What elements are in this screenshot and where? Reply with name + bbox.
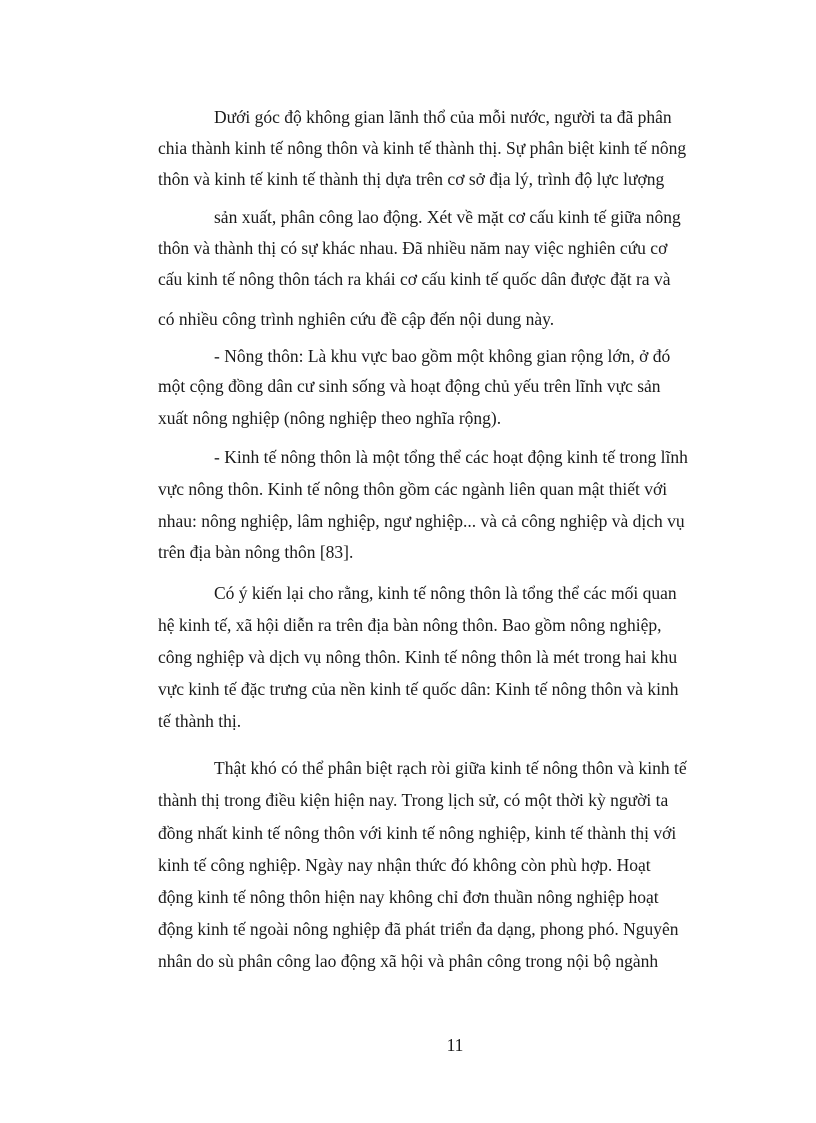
text-line: tế thành thị.	[158, 711, 242, 731]
text-line: - Nông thôn: Là khu vực bao gồm một không gian rộng lớn, ở đó	[214, 346, 671, 366]
text-line: Dưới góc độ không gian lãnh thổ của mỗi nước, người ta đã phân	[214, 107, 672, 127]
text-line: cấu kinh tế nông thôn tách ra khái cơ cấu kinh tế quốc dân được đặt ra và	[158, 269, 671, 289]
text-line: - Kinh tế nông thôn là một tổng thể các hoạt động kinh tế trong lĩnh	[214, 447, 688, 467]
text-line: một cộng đồng dân cư sinh sống và hoạt động chủ yếu trên lĩnh vực sản	[158, 376, 661, 396]
text-line: động kinh tế nông thôn hiện nay không chỉ đơn thuần nông nghiệp hoạt	[158, 887, 659, 907]
text-line: có nhiều công trình nghiên cứu đề cập đến nội dung này.	[158, 309, 555, 329]
text-line: thành thị trong điều kiện hiện nay. Trong lịch sử, có một thời kỳ người ta	[158, 790, 669, 810]
text-line: nhau: nông nghiệp, lâm nghiệp, ngư nghiệp... và cả công nghiệp và dịch vụ	[158, 511, 685, 531]
text-line: Có ý kiến lại cho rằng, kinh tế nông thôn là tổng thể các mối quan	[214, 583, 677, 603]
page-number: 11	[446, 1035, 464, 1055]
text-line: vực nông thôn. Kinh tế nông thôn gồm các ngành liên quan mật thiết với	[158, 479, 668, 499]
text-line: trên địa bàn nông thôn [83].	[158, 542, 354, 562]
text-line: đồng nhất kinh tế nông thôn với kinh tế nông nghiệp, kinh tế thành thị với	[158, 823, 677, 843]
text-line: công nghiệp và dịch vụ nông thôn. Kinh tế nông thôn là mét trong hai khu	[158, 647, 678, 667]
text-line: kinh tế công nghiệp. Ngày nay nhận thức đó không còn phù hợp. Hoạt	[158, 855, 651, 875]
text-line: nhân do sù phân công lao động xã hội và phân công trong nội bộ ngành	[158, 951, 659, 971]
text-line: vực kinh tế đặc trưng của nền kinh tế quốc dân: Kinh tế nông thôn và kinh	[158, 679, 679, 699]
text-line: xuất nông nghiệp (nông nghiệp theo nghĩa rộng).	[158, 408, 502, 428]
text-line: hệ kinh tế, xã hội diễn ra trên địa bàn nông thôn. Bao gồm nông nghiệp,	[158, 615, 662, 635]
text-line: sản xuất, phân công lao động. Xét về mặt cơ cấu kinh tế giữa nông	[214, 207, 681, 227]
text-line: thôn và kinh tế kinh tế thành thị dựa trên cơ sở địa lý, trình độ lực lượng	[158, 169, 665, 189]
text-line: thôn và thành thị có sự khác nhau. Đã nhiều năm nay việc nghiên cứu cơ	[158, 238, 668, 258]
text-line: Thật khó có thể phân biệt rạch ròi giữa kinh tế nông thôn và kinh tế	[214, 758, 687, 778]
text-line: chia thành kinh tế nông thôn và kinh tế thành thị. Sự phân biệt kinh tế nông	[158, 138, 687, 158]
text-line: động kinh tế ngoài nông nghiệp đã phát triển đa dạng, phong phó. Nguyên	[158, 919, 679, 939]
